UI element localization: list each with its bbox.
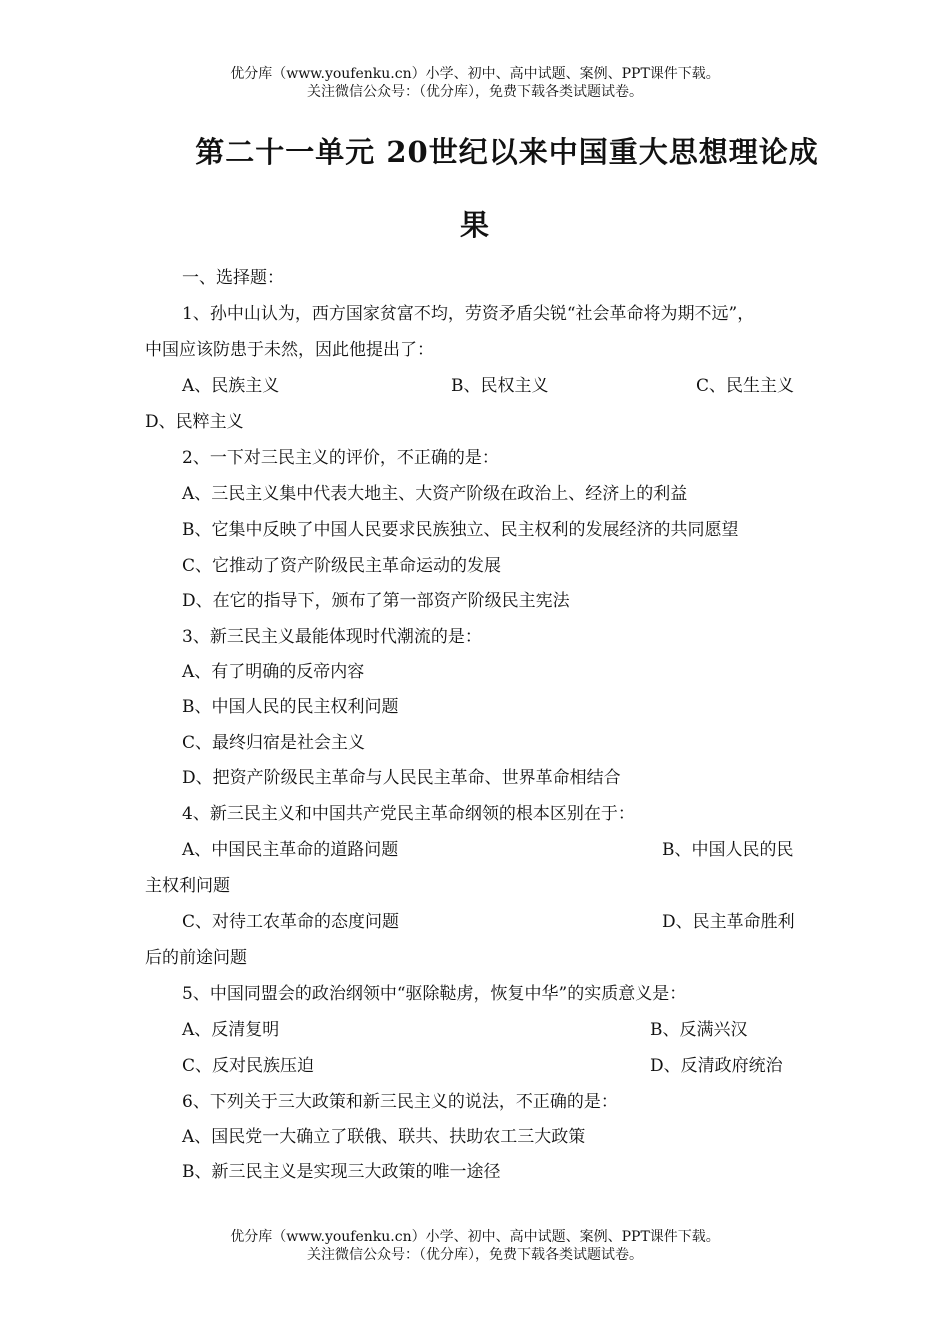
q1-stem-line-1: 1、孙中山认为，西方国家贫富不均，劳资矛盾尖锐“社会革命将为期不远”， (182, 304, 755, 324)
footer-line-2: 关注微信公众号：（优分库），免费下载各类试题试卷。 (307, 1247, 643, 1263)
q6-stem: 6、下列关于三大政策和新三民主义的说法，不正确的是： (182, 1092, 618, 1112)
footer-line-1: 优分库（www.youfenku.cn）小学、初中、高中试题、案例、PPT课件下载。 (230, 1229, 720, 1245)
q6-option-a: A、国民党一大确立了联俄、联共、扶助农工三大政策 (182, 1127, 586, 1147)
q5-option-a: A、反清复明 (182, 1020, 280, 1040)
q1-option-c: C、民生主义 (696, 376, 795, 396)
header-line-2: 关注微信公众号：（优分库），免费下载各类试题试卷。 (307, 84, 643, 100)
q2-option-b: B、它集中反映了中国人民要求民族独立、民主权利的发展经济的共同愿望 (182, 520, 739, 540)
q4-option-b-line-1: B、中国人民的民 (662, 840, 794, 860)
q4-option-d-line-2: 后的前途问题 (145, 948, 247, 968)
q5-option-b: B、反满兴汉 (650, 1020, 748, 1040)
q3-option-a: A、有了明确的反帝内容 (182, 662, 365, 682)
q3-option-c: C、最终归宿是社会主义 (182, 733, 366, 753)
q2-option-c: C、它推动了资产阶级民主革命运动的发展 (182, 556, 502, 576)
q2-option-d: D、在它的指导下，颁布了第一部资产阶级民主宪法 (182, 591, 570, 611)
section-heading: 一、选择题： (182, 268, 284, 288)
q5-option-d: D、反清政府统治 (650, 1056, 783, 1076)
q3-option-b: B、中国人民的民主权利问题 (182, 697, 399, 717)
q4-option-c: C、对待工农革命的态度问题 (182, 912, 400, 932)
q5-stem: 5、中国同盟会的政治纲领中“驱除鞑虏，恢复中华”的实质意义是： (182, 984, 687, 1004)
q4-option-a: A、中国民主革命的道路问题 (182, 840, 399, 860)
q1-stem-line-2: 中国应该防患于未然，因此他提出了： (145, 340, 434, 360)
page-title-line-2: 果 (459, 208, 490, 242)
q1-option-b: B、民权主义 (451, 376, 549, 396)
q4-stem: 4、新三民主义和中国共产党民主革命纲领的根本区别在于： (182, 804, 635, 824)
q4-option-b-line-2: 主权利问题 (145, 876, 230, 896)
q6-option-b: B、新三民主义是实现三大政策的唯一途径 (182, 1162, 501, 1182)
q1-option-a: A、民族主义 (182, 376, 280, 396)
q1-option-d: D、民粹主义 (145, 412, 244, 432)
q2-option-a: A、三民主义集中代表大地主、大资产阶级在政治上、经济上的利益 (182, 484, 688, 504)
page-title-line-1: 第二十一单元 20世纪以来中国重大思想理论成 (195, 135, 819, 169)
q3-stem: 3、新三民主义最能体现时代潮流的是： (182, 627, 482, 647)
q2-stem: 2、一下对三民主义的评价，不正确的是： (182, 448, 499, 468)
q3-option-d: D、把资产阶级民主革命与人民民主革命、世界革命相结合 (182, 768, 621, 788)
q4-option-d-line-1: D、民主革命胜利 (662, 912, 795, 932)
q5-option-c: C、反对民族压迫 (182, 1056, 315, 1076)
header-line-1: 优分库（www.youfenku.cn）小学、初中、高中试题、案例、PPT课件下载。 (230, 66, 720, 82)
